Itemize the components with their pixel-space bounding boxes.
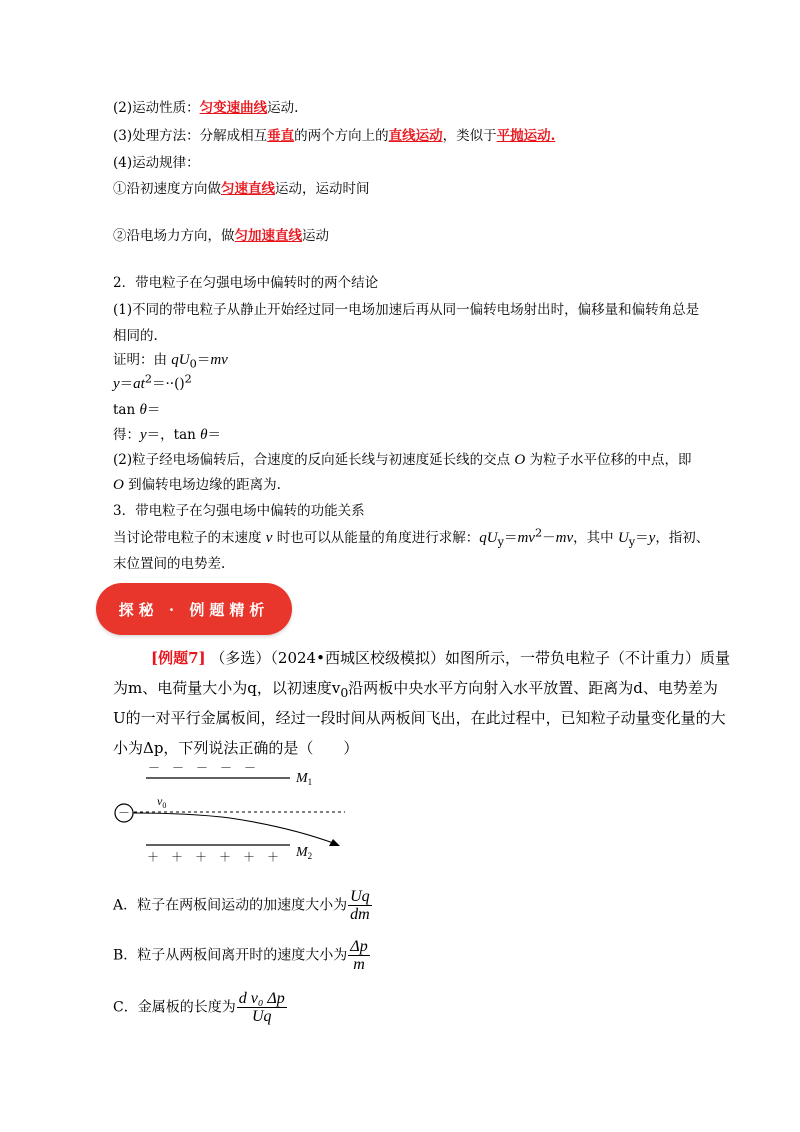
tan-equation: tan θ＝ bbox=[113, 402, 161, 418]
energy-line-1: 当讨论带电粒子的末速度 v 时也可以从能量的角度进行求解：$qU_y=mv^2-mv$，其中 $U_y=y$，指初、 bbox=[113, 526, 710, 549]
line-motion-nature: (2)运动性质：匀变速曲线运动. bbox=[113, 100, 299, 116]
line-rule-1: ①沿初速度方向做匀速直线运动，运动时间 bbox=[113, 181, 370, 197]
example-line-4: 小为Δp，下列说法正确的是（ ） bbox=[113, 739, 359, 757]
conclusion-2-line-2: O 到偏转电场边缘的距离为. bbox=[113, 477, 281, 493]
example-line-2: 为m、电荷量大小为q，以初速度$v_0$沿两板中央水平方向射入水平放置、距离为d、电势差为 bbox=[113, 679, 718, 700]
capacitor-figure bbox=[100, 760, 360, 868]
positive-signs: ＋ ＋ ＋ ＋ ＋ ＋ bbox=[147, 850, 280, 864]
option-b[interactable]: B．粒子从两板间离开时的速度大小为 $\frac{\Delta p}{m}$ bbox=[113, 938, 368, 973]
top-plate-label: $M_1$ bbox=[296, 771, 313, 787]
bottom-plate-label: $M_2$ bbox=[296, 845, 313, 861]
velocity-label: $v_0$ bbox=[157, 794, 167, 810]
highlight-term: 垂直 bbox=[267, 128, 295, 144]
highlight-term: 直线运动 bbox=[388, 128, 443, 144]
displacement-equation: $y=at^2=\cdot\cdot()^2$ bbox=[113, 372, 192, 392]
example-line-3: U的一对平行金属板间，经过一段时间从两板间飞出，在此过程中，已知粒子动量变化量的大 bbox=[113, 709, 726, 727]
conclusion-1-line-2: 相同的. bbox=[113, 328, 158, 344]
fraction: $\frac{\Delta p}{m}$ bbox=[350, 938, 368, 973]
energy-line-2: 末位置间的电势差. bbox=[113, 556, 226, 572]
highlight-term: 匀速直线 bbox=[221, 181, 275, 197]
heading-conclusions: 2．带电粒子在匀强电场中偏转时的两个结论 bbox=[113, 275, 379, 291]
highlight-term: 匀加速直线 bbox=[234, 228, 302, 244]
highlight-term: 平抛运动. bbox=[496, 128, 556, 144]
line-method: (3)处理方法：分解成相互垂直的两个方向上的直线运动，类似于平抛运动. bbox=[113, 128, 556, 144]
result-line: 得：y＝，tan θ＝ bbox=[113, 427, 222, 443]
section-banner: 探秘 · 例题精析 bbox=[96, 583, 292, 635]
conclusion-1-line-1: (1)不同的带电粒子从静止开始经过同一电场加速后再从同一偏转电场射出时，偏移量和偏转角总是 bbox=[113, 302, 700, 318]
negative-signs: － － － － － bbox=[148, 761, 257, 775]
option-a[interactable]: A．粒子在两板间运动的加速度大小为 $\frac{Uq}{dm}$ bbox=[113, 888, 370, 923]
option-c[interactable]: C．金属板的长度为 $\frac{\text{d v₀ Δp}}{Uq}$ bbox=[113, 990, 285, 1025]
example-label: [例题7] bbox=[151, 649, 206, 667]
line-law-heading: (4)运动规律： bbox=[113, 155, 200, 171]
trajectory-curve bbox=[133, 813, 336, 844]
heading-energy: 3．带电粒子在匀强电场中偏转的功能关系 bbox=[113, 503, 365, 519]
proof-line: 证明：由 $qU_0=mv$ bbox=[113, 352, 228, 371]
charge-sign: － bbox=[118, 806, 131, 820]
example-line-1: [例题7] （多选）（2024•西城区校级模拟）如图所示，一带负电粒子（不计重力）质量 bbox=[151, 649, 730, 667]
fraction: $\frac{Uq}{dm}$ bbox=[350, 888, 370, 923]
highlight-term: 匀变速曲线 bbox=[199, 100, 268, 116]
conclusion-2-line-1: (2)粒子经电场偏转后，合速度的反向延长线与初速度延长线的交点 O 为粒子水平位移的中点，即 bbox=[113, 452, 692, 468]
fraction: $\frac{\text{d v₀ Δp}}{Uq}$ bbox=[238, 990, 285, 1025]
line-rule-2: ②沿电场力方向，做匀加速直线运动 bbox=[113, 228, 329, 244]
